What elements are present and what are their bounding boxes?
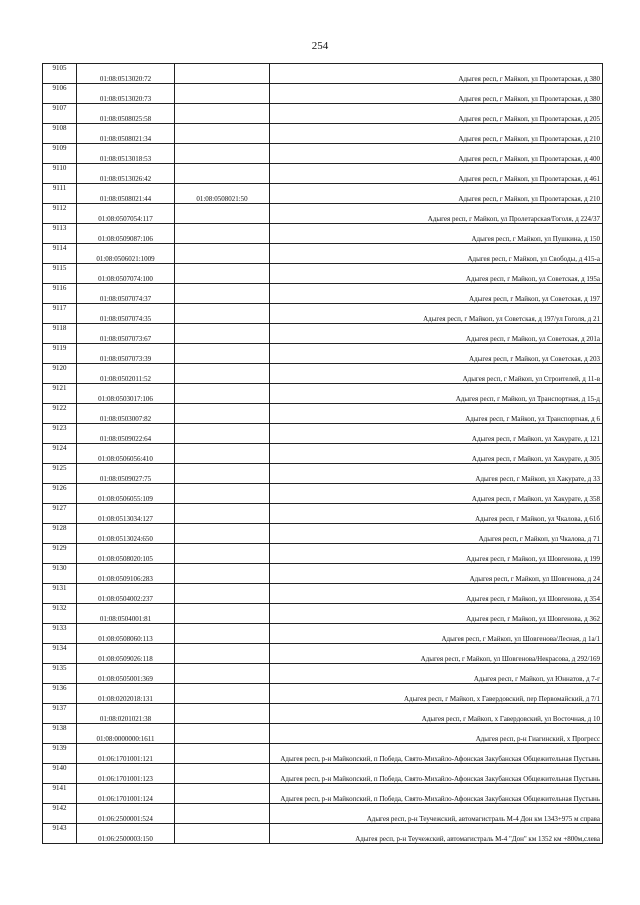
cadastral-number: 01:08:0502011:52 [77,364,175,384]
related-cadastral-number [175,664,270,684]
cadastral-number: 01:08:0509087:106 [77,224,175,244]
row-number: 9126 [43,484,77,504]
cadastral-number: 01:06:1701001:121 [77,744,175,764]
table-row [43,484,603,504]
address: Адыгея респ, г Майкоп, ул Пролетарская, д 210 [270,184,603,204]
page-number: 254 [311,40,329,52]
address: Адыгея респ, р-н Теучежский, автомагистраль М-4 Дон км 1343+975 м справа [270,804,603,824]
address: Адыгея респ, г Майкоп, ул Транспортная, д 6 [270,404,603,424]
cadastral-number: 01:06:2500003:150 [77,824,175,844]
related-cadastral-number [175,164,270,184]
row-number: 9121 [43,384,77,404]
row-number: 9138 [43,724,77,744]
cadastral-number: 01:08:0507073:39 [77,344,175,364]
cadastral-number: 01:06:1701001:124 [77,784,175,804]
related-cadastral-number [175,84,270,104]
row-number: 9125 [43,464,77,484]
row-number: 9127 [43,504,77,524]
table-row [43,564,603,584]
cadastral-number: 01:08:0505001:369 [77,664,175,684]
address: Адыгея респ, р-н Майкопский, п Победа, Свято-Михайло-Афонская Закубанская Общежительная Пустынь [270,784,603,804]
table-row [43,384,603,404]
related-cadastral-number [175,624,270,644]
table-row [43,244,603,264]
table-row [43,724,603,744]
cadastral-number: 01:08:0513034:127 [77,504,175,524]
row-number: 9113 [43,224,77,244]
address: Адыгея респ, г Майкоп, ул Шовгенова, д 362 [270,604,603,624]
related-cadastral-number [175,764,270,784]
table-row [43,584,603,604]
table-row [43,164,603,184]
table-row [43,664,603,684]
related-cadastral-number [175,504,270,524]
related-cadastral-number [175,144,270,164]
related-cadastral-number [175,424,270,444]
cadastral-number: 01:08:0508020:105 [77,544,175,564]
row-number: 9132 [43,604,77,624]
cadastral-number: 01:06:2500001:524 [77,804,175,824]
row-number: 9108 [43,124,77,144]
related-cadastral-number [175,564,270,584]
related-cadastral-number [175,684,270,704]
address: Адыгея респ, г Майкоп, ул Пролетарская, д 380 [270,64,603,84]
row-number: 9134 [43,644,77,664]
table-row [43,764,603,784]
address: Адыгея респ, г Майкоп, ул Пролетарская, д 210 [270,124,603,144]
related-cadastral-number [175,384,270,404]
row-number: 9130 [43,564,77,584]
address: Адыгея респ, р-н Гиагинский, х Прогресс [270,724,603,744]
row-number: 9111 [43,184,77,204]
cadastral-number: 01:08:0507054:117 [77,204,175,224]
address: Адыгея респ, р-н Майкопский, п Победа, Свято-Михайло-Афонская Закубанская Общежительная Пустынь [270,764,603,784]
registry-table-body [43,64,603,844]
row-number: 9133 [43,624,77,644]
row-number: 9141 [43,784,77,804]
related-cadastral-number [175,404,270,424]
address: Адыгея респ, р-н Майкопский, п Победа, Свято-Михайло-Афонская Закубанская Общежительная Пустынь [270,744,603,764]
cadastral-number: 01:08:0507074:35 [77,304,175,324]
row-number: 9119 [43,344,77,364]
table-row [43,84,603,104]
row-number: 9106 [43,84,77,104]
related-cadastral-number [175,804,270,824]
address: Адыгея респ, г Майкоп, ул Хакурате, д 358 [270,484,603,504]
related-cadastral-number [175,304,270,324]
table-row [43,444,603,464]
cadastral-number: 01:08:0513018:53 [77,144,175,164]
table-row [43,204,603,224]
table-row [43,264,603,284]
address: Адыгея респ, г Майкоп, ул Советская, д 197/ул Гоголя, д 21 [270,304,603,324]
cadastral-number: 01:08:0509027:75 [77,464,175,484]
table-row [43,424,603,444]
table-row [43,404,603,424]
row-number: 9120 [43,364,77,384]
address: Адыгея респ, г Майкоп, ул Хакурате, д 121 [270,424,603,444]
cadastral-number: 01:08:0513020:72 [77,64,175,84]
row-number: 9135 [43,664,77,684]
address: Адыгея респ, г Майкоп, ул Советская, д 201а [270,324,603,344]
related-cadastral-number [175,244,270,264]
address: Адыгея респ, р-н Теучежский, автомагистраль М-4 "Дон" км 1352 км +800м,слева [270,824,603,844]
row-number: 9123 [43,424,77,444]
table-row [43,704,603,724]
related-cadastral-number [175,64,270,84]
cadastral-number: 01:08:0509026:118 [77,644,175,664]
registry-table [42,63,603,844]
row-number: 9128 [43,524,77,544]
related-cadastral-number: 01:08:0508021:50 [175,184,270,204]
related-cadastral-number [175,104,270,124]
related-cadastral-number [175,284,270,304]
cadastral-number: 01:08:0506056:410 [77,444,175,464]
cadastral-number: 01:08:0507074:100 [77,264,175,284]
table-row [43,744,603,764]
table-row [43,304,603,324]
row-number: 9117 [43,304,77,324]
row-number: 9114 [43,244,77,264]
address: Адыгея респ, г Майкоп, ул Хакурате, д 305 [270,444,603,464]
row-number: 9109 [43,144,77,164]
address: Адыгея респ, г Майкоп, ул Чкалова, д 61б [270,504,603,524]
cadastral-number: 01:08:0508060:113 [77,624,175,644]
address: Адыгея респ, г Майкоп, ул Чкалова, д 71 [270,524,603,544]
address: Адыгея респ, г Майкоп, ул Шовгенова/Некрасова, д 292/169 [270,644,603,664]
row-number: 9110 [43,164,77,184]
address: Адыгея респ, г Майкоп, х Гавердовский, пер Первомайский, д 7/1 [270,684,603,704]
related-cadastral-number [175,324,270,344]
related-cadastral-number [175,744,270,764]
row-number: 9115 [43,264,77,284]
cadastral-number: 01:08:0201021:38 [77,704,175,724]
address: Адыгея респ, г Майкоп, ул Пролетарская, д 380 [270,84,603,104]
related-cadastral-number [175,584,270,604]
related-cadastral-number [175,364,270,384]
row-number: 9131 [43,584,77,604]
related-cadastral-number [175,204,270,224]
row-number: 9105 [43,64,77,84]
address: Адыгея респ, г Майкоп, ул Пролетарская, д 400 [270,144,603,164]
cadastral-number: 01:08:0506055:109 [77,484,175,504]
table-row [43,504,603,524]
address: Адыгея респ, г Майкоп, ул Пролетарская, д 461 [270,164,603,184]
cadastral-number: 01:08:0508025:58 [77,104,175,124]
address: Адыгея респ, г Майкоп, х Гавердовский, ул Восточная, д 10 [270,704,603,724]
address: Адыгея респ, г Майкоп, ул Советская, д 197 [270,284,603,304]
table-row [43,364,603,384]
row-number: 9124 [43,444,77,464]
address: Адыгея респ, г Майкоп, ул Шовгенова/Лесная, д 1а/1 [270,624,603,644]
related-cadastral-number [175,444,270,464]
cadastral-number: 01:08:0506021:1009 [77,244,175,264]
row-number: 9129 [43,544,77,564]
table-row [43,684,603,704]
table-row [43,624,603,644]
related-cadastral-number [175,524,270,544]
related-cadastral-number [175,724,270,744]
related-cadastral-number [175,224,270,244]
cadastral-number: 01:08:0513020:73 [77,84,175,104]
cadastral-number: 01:08:0503017:106 [77,384,175,404]
cadastral-number: 01:08:0513026:42 [77,164,175,184]
address: Адыгея респ, г Майкоп, ул Транспортная, д 15-д [270,384,603,404]
cadastral-number: 01:08:0504002:237 [77,584,175,604]
cadastral-number: 01:08:0509106:283 [77,564,175,584]
row-number: 9139 [43,744,77,764]
address: Адыгея респ, г Майкоп, ул Строителей, д 11-в [270,364,603,384]
row-number: 9143 [43,824,77,844]
table-row [43,184,603,204]
table-row [43,824,603,844]
cadastral-number: 01:08:0509022:64 [77,424,175,444]
address: Адыгея респ, г Майкоп, ул Пролетарская, д 205 [270,104,603,124]
related-cadastral-number [175,484,270,504]
table-row [43,604,603,624]
row-number: 9136 [43,684,77,704]
related-cadastral-number [175,344,270,364]
table-row [43,124,603,144]
related-cadastral-number [175,464,270,484]
table-row [43,224,603,244]
cadastral-number: 01:08:0513024:650 [77,524,175,544]
related-cadastral-number [175,124,270,144]
table-row [43,524,603,544]
address: Адыгея респ, г Майкоп, ул Пушкина, д 150 [270,224,603,244]
table-row [43,64,603,84]
table-row [43,144,603,164]
address: Адыгея респ, г Майкоп, ул Шовгенова, д 199 [270,544,603,564]
row-number: 9137 [43,704,77,724]
table-row [43,284,603,304]
cadastral-number: 01:08:0202018:131 [77,684,175,704]
table-row [43,104,603,124]
cadastral-number: 01:08:0508021:34 [77,124,175,144]
row-number: 9122 [43,404,77,424]
row-number: 9140 [43,764,77,784]
related-cadastral-number [175,784,270,804]
cadastral-number: 01:08:0508021:44 [77,184,175,204]
row-number: 9112 [43,204,77,224]
address: Адыгея респ, г Майкоп, ул Советская, д 195а [270,264,603,284]
cadastral-number: 01:06:1701001:123 [77,764,175,784]
address: Адыгея респ, г Майкоп, ул Свободы, д 415-а [270,244,603,264]
related-cadastral-number [175,264,270,284]
table-row [43,804,603,824]
cadastral-number: 01:08:0503007:82 [77,404,175,424]
related-cadastral-number [175,824,270,844]
address: Адыгея респ, г Майкоп, ул Шовгенова, д 24 [270,564,603,584]
related-cadastral-number [175,704,270,724]
address: Адыгея респ, г Майкоп, ул Хакурате, д 33 [270,464,603,484]
table-row [43,344,603,364]
address: Адыгея респ, г Майкоп, ул Юннатов, д 7-г [270,664,603,684]
table-row [43,544,603,564]
cadastral-number: 01:08:0507074:37 [77,284,175,304]
address: Адыгея респ, г Майкоп, ул Советская, д 203 [270,344,603,364]
cadastral-number: 01:08:0000000:1611 [77,724,175,744]
table-row [43,644,603,664]
related-cadastral-number [175,604,270,624]
row-number: 9107 [43,104,77,124]
address: Адыгея респ, г Майкоп, ул Шовгенова, д 354 [270,584,603,604]
address: Адыгея респ, г Майкоп, ул Пролетарская/Гоголя, д 224/37 [270,204,603,224]
related-cadastral-number [175,644,270,664]
row-number: 9116 [43,284,77,304]
cadastral-number: 01:08:0507073:67 [77,324,175,344]
row-number: 9142 [43,804,77,824]
table-row [43,324,603,344]
table-row [43,464,603,484]
related-cadastral-number [175,544,270,564]
table-row [43,784,603,804]
row-number: 9118 [43,324,77,344]
cadastral-number: 01:08:0504001:81 [77,604,175,624]
